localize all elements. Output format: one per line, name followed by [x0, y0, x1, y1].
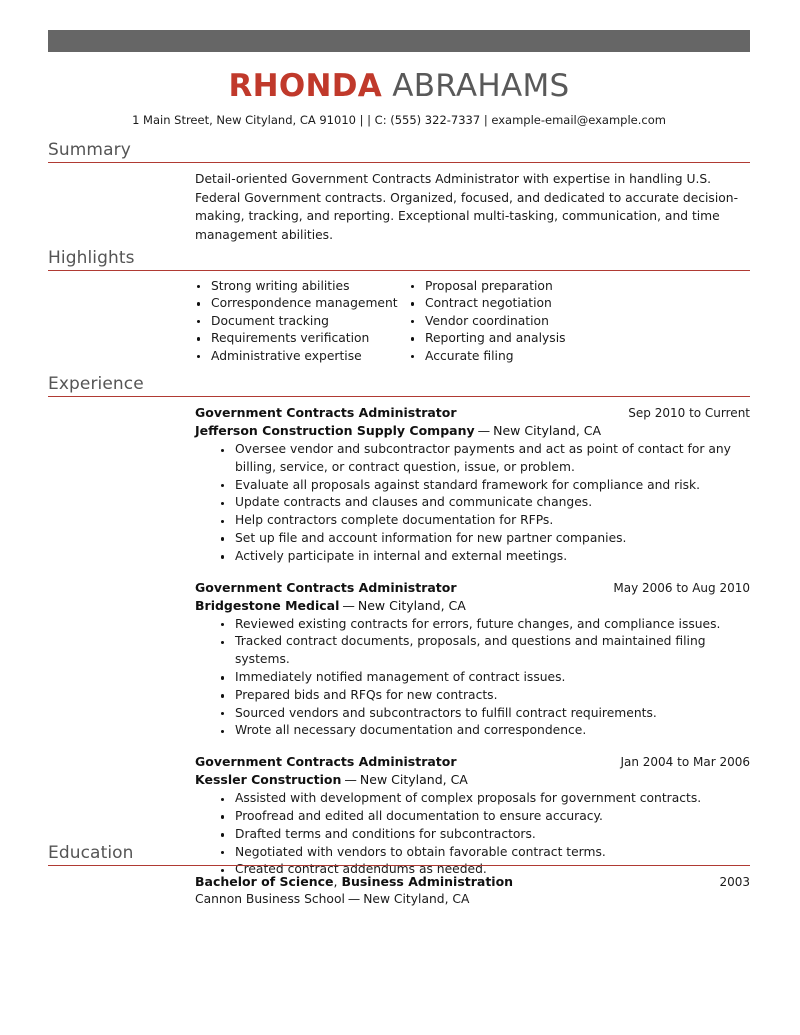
- list-item: Requirements verification: [195, 330, 409, 347]
- page-title: [48, 68, 750, 104]
- school-location: New Cityland, CA: [363, 892, 470, 906]
- list-item: Evaluate all proposals against standard framework for compliance and risk.: [219, 477, 750, 495]
- section-title-experience: Experience: [48, 374, 750, 397]
- company-name: Bridgestone Medical: [195, 597, 340, 613]
- list-item: Actively participate in internal and external meetings.: [219, 548, 750, 566]
- list-item: Document tracking: [195, 313, 409, 330]
- section-title-highlights: Highlights: [48, 248, 750, 271]
- list-item: Reviewed existing contracts for errors, future changes, and compliance issues.: [219, 616, 750, 634]
- list-item: Prepared bids and RFQs for new contracts.: [219, 687, 750, 705]
- separator-dash: —: [477, 423, 491, 438]
- experience-title-row: [195, 404, 750, 422]
- education-degree: [195, 873, 513, 890]
- company-name: Kessler Construction: [195, 772, 342, 788]
- job-company-row: [195, 422, 750, 439]
- job-location: New Cityland, CA: [493, 423, 602, 438]
- list-item: Set up file and account information for new partner companies.: [219, 530, 750, 548]
- list-item: Strong writing abilities: [195, 278, 409, 295]
- degree-separator: ,: [333, 874, 342, 889]
- list-item: Tracked contract documents, proposals, and questions and maintained filing systems.: [219, 633, 750, 669]
- list-item: Wrote all necessary documentation and correspondence.: [219, 722, 750, 740]
- list-item: Vendor coordination: [409, 313, 639, 330]
- highlights-list-right: [409, 278, 639, 365]
- job-location: New Cityland, CA: [359, 772, 468, 788]
- list-item: Accurate filing: [409, 348, 639, 365]
- education-school-row: [195, 891, 750, 908]
- last-name: ABRAHAMS: [392, 68, 570, 104]
- highlights-columns: [195, 278, 750, 365]
- job-company-row: [195, 597, 750, 614]
- experience-entry: [195, 579, 750, 741]
- highlights-column-left: [195, 278, 409, 365]
- job-dates: Jan 2004 to Mar 2006: [620, 755, 750, 770]
- list-item: Created contract addendums as needed.: [219, 861, 750, 879]
- experience-title-row: [195, 753, 750, 771]
- list-item: Reporting and analysis: [409, 330, 639, 347]
- list-item: Proposal preparation: [409, 278, 639, 295]
- school-name: Cannon Business School: [195, 892, 345, 906]
- first-name: RHONDA: [228, 68, 383, 104]
- list-item: Administrative expertise: [195, 348, 409, 365]
- section-summary: [48, 140, 750, 244]
- section-education: [48, 843, 750, 908]
- section-body-education: [48, 866, 750, 908]
- list-item: Sourced vendors and subcontractors to fulfill contract requirements.: [219, 705, 750, 723]
- company-name: Jefferson Construction Supply Company: [195, 423, 475, 438]
- list-item: Update contracts and clauses and communicate changes.: [219, 494, 750, 512]
- separator-dash: —: [342, 597, 355, 613]
- job-dates: May 2006 to Aug 2010: [613, 580, 750, 595]
- highlights-column-right: [409, 278, 639, 365]
- section-body-highlights: [48, 271, 750, 365]
- list-item: Oversee vendor and subcontractor payments and act as point of contact for any billing, service, or contract question, issue, or problem.: [219, 441, 750, 477]
- list-item: Drafted terms and conditions for subcontractors.: [219, 826, 750, 844]
- job-responsibilities: [195, 441, 750, 566]
- list-item: Correspondence management: [195, 295, 409, 312]
- job-title: Government Contracts Administrator: [195, 754, 457, 770]
- job-title: Government Contracts Administrator: [195, 405, 457, 420]
- section-body-experience: [48, 397, 750, 879]
- section-title-summary: Summary: [48, 140, 750, 163]
- job-location: New Cityland, CA: [357, 597, 466, 613]
- list-item: Immediately notified management of contract issues.: [219, 669, 750, 687]
- summary-text: Detail-oriented Government Contracts Administrator with expertise in handling U.S. Federal Government contracts. Organized, focused, and dedicated to accurate decision-making, tracking, and reporting. Exceptional multi-tasking, communication, and time management abilities.: [195, 172, 739, 242]
- job-company-row: [195, 771, 750, 788]
- list-item: Help contractors complete documentation for RFPs.: [219, 512, 750, 530]
- section-body-summary: [48, 163, 750, 244]
- job-dates: Sep 2010 to Current: [628, 406, 750, 420]
- job-title: Government Contracts Administrator: [195, 579, 457, 595]
- education-year: 2003: [719, 875, 750, 889]
- list-item: Negotiated with vendors to obtain favorable contract terms.: [219, 844, 750, 862]
- separator-dash: —: [347, 892, 361, 906]
- section-highlights: [48, 248, 750, 365]
- education-title-row: [195, 873, 750, 891]
- contact-line: 1 Main Street, New Cityland, CA 91010 | | C: (555) 322-7337 | example-email@example.com: [132, 113, 666, 127]
- section-experience: [48, 374, 750, 879]
- candidate-name-block: [48, 68, 750, 104]
- section-title-education: Education: [48, 843, 750, 866]
- header-accent-bar: [48, 30, 750, 52]
- degree-name: Bachelor of Science: [195, 874, 334, 889]
- separator-dash: —: [344, 772, 357, 788]
- job-responsibilities: [195, 616, 750, 741]
- list-item: Proofread and edited all documentation to ensure accuracy.: [219, 808, 750, 826]
- list-item: Contract negotiation: [409, 295, 639, 312]
- experience-entry: [195, 404, 750, 566]
- highlights-list-left: [195, 278, 409, 365]
- list-item: Assisted with development of complex proposals for government contracts.: [219, 790, 750, 808]
- degree-major: Business Administration: [341, 874, 514, 889]
- experience-title-row: [195, 579, 750, 597]
